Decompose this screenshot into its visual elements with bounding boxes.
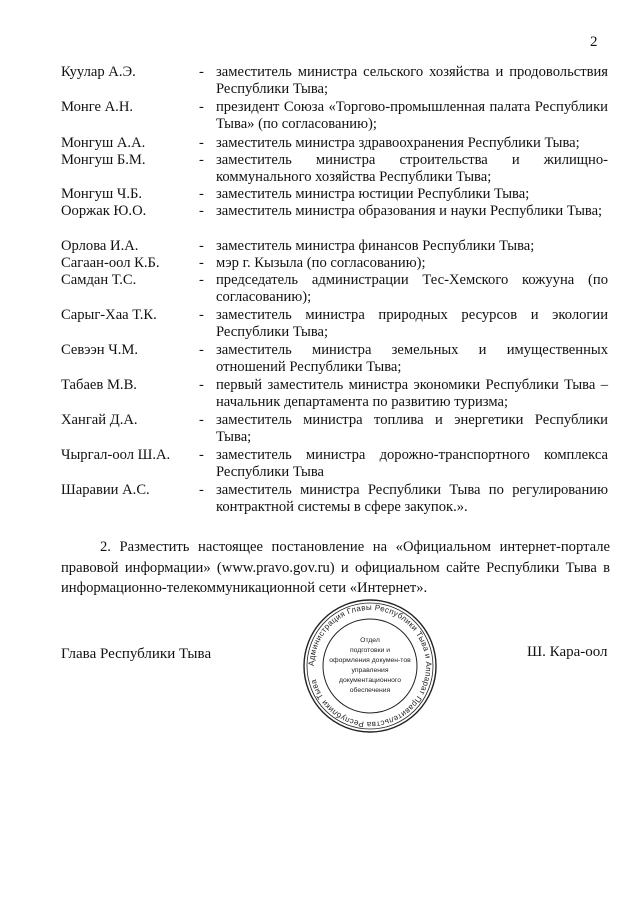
member-name: Табаев М.В. <box>61 377 137 393</box>
member-role: заместитель министра строительства и жилищно-коммунального хозяйства Республики Тыва; <box>216 152 608 186</box>
member-dash: - <box>199 272 204 288</box>
member-role: первый заместитель министра экономики Республики Тыва – начальник департамента по развитию туризма; <box>216 377 608 411</box>
member-name: Севээн Ч.М. <box>61 342 139 358</box>
member-name: Самдан Т.С. <box>61 272 137 288</box>
member-name: Монгуш А.А. <box>61 135 146 151</box>
member-role: заместитель министра топлива и энергетики Республики Тыва; <box>216 412 608 446</box>
member-name: Хангай Д.А. <box>61 412 138 428</box>
member-name: Монгуш Ч.Б. <box>61 186 143 202</box>
member-role: заместитель министра дорожно-транспортного комплекса Республики Тыва <box>216 447 608 481</box>
member-dash: - <box>199 203 204 219</box>
member-name: Шаравии А.С. <box>61 482 150 498</box>
member-dash: - <box>199 64 204 80</box>
member-role: заместитель министра сельского хозяйства и продовольствия Республики Тыва; <box>216 64 608 98</box>
member-name: Куулар А.Э. <box>61 64 136 80</box>
signatory-title: Глава Республики Тывa <box>61 646 212 662</box>
member-dash: - <box>199 377 204 393</box>
member-name: Сарыг-Хаа Т.К. <box>61 307 157 323</box>
member-dash: - <box>199 255 204 271</box>
member-role: заместитель министра образования и науки Республики Тыва; <box>216 203 603 219</box>
member-name: Орлова И.А. <box>61 238 139 254</box>
seal-center-line: обеспечения <box>349 687 391 694</box>
member-dash: - <box>199 99 204 115</box>
seal-center-line: Отдел <box>360 637 380 644</box>
seal-ring-text: Администрация Главы Республики Тыва и Аппарат Правительства Республики Тыва <box>306 602 434 730</box>
member-dash: - <box>199 186 204 202</box>
member-role: заместитель министра Республики Тыва по регулированию контрактной системы в сфере закупок.». <box>216 482 608 516</box>
member-dash: - <box>199 238 204 254</box>
publication-paragraph: 2. Разместить настоящее постановление на «Официальном интернет-портале правовой информации» (www.pravo.gov.ru) и официальном сайте Республики Тыва в информационно-телекоммуникационной сети «Интернет». <box>61 539 610 596</box>
official-seal <box>300 596 440 736</box>
member-dash: - <box>199 412 204 428</box>
member-name: Сагаан-оол К.Б. <box>61 255 160 271</box>
member-role: председатель администрации Тес-Хемского кожууна (по согласованию); <box>216 272 608 306</box>
member-name: Монгуш Б.М. <box>61 152 146 168</box>
member-role: заместитель министра финансов Республики Тыва; <box>216 238 535 254</box>
seal-center-line: управления <box>351 667 389 674</box>
page-number: 2 <box>590 34 598 50</box>
member-dash: - <box>199 342 204 358</box>
member-name: Ооржак Ю.О. <box>61 203 147 219</box>
member-role: президент Союза «Торгово-промышленная палата Республики Тыва» (по согласованию); <box>216 99 608 133</box>
member-dash: - <box>199 482 204 498</box>
member-name: Чыргал-оол Ш.А. <box>61 447 171 463</box>
signatory-name: Ш. Кара-оол <box>527 644 608 660</box>
member-dash: - <box>199 135 204 151</box>
member-role: заместитель министра природных ресурсов и экологии Республики Тыва; <box>216 307 608 341</box>
seal-center-line: документационного <box>338 677 402 684</box>
member-role: заместитель министра земельных и имущественных отношений Республики Тыва; <box>216 342 608 376</box>
member-dash: - <box>199 152 204 168</box>
member-dash: - <box>199 447 204 463</box>
seal-center-line: оформления докумен-тов <box>329 657 411 664</box>
svg-text:Администрация Главы Республики <box>307 603 433 729</box>
member-role: заместитель министра юстиции Республики Тыва; <box>216 186 530 202</box>
member-name: Монге А.Н. <box>61 99 134 115</box>
seal-center-line: подготовки и <box>349 647 391 654</box>
member-dash: - <box>199 307 204 323</box>
member-role: заместитель министра здравоохранения Республики Тыва; <box>216 135 580 151</box>
member-role: мэр г. Кызыла (по согласованию); <box>216 255 426 271</box>
